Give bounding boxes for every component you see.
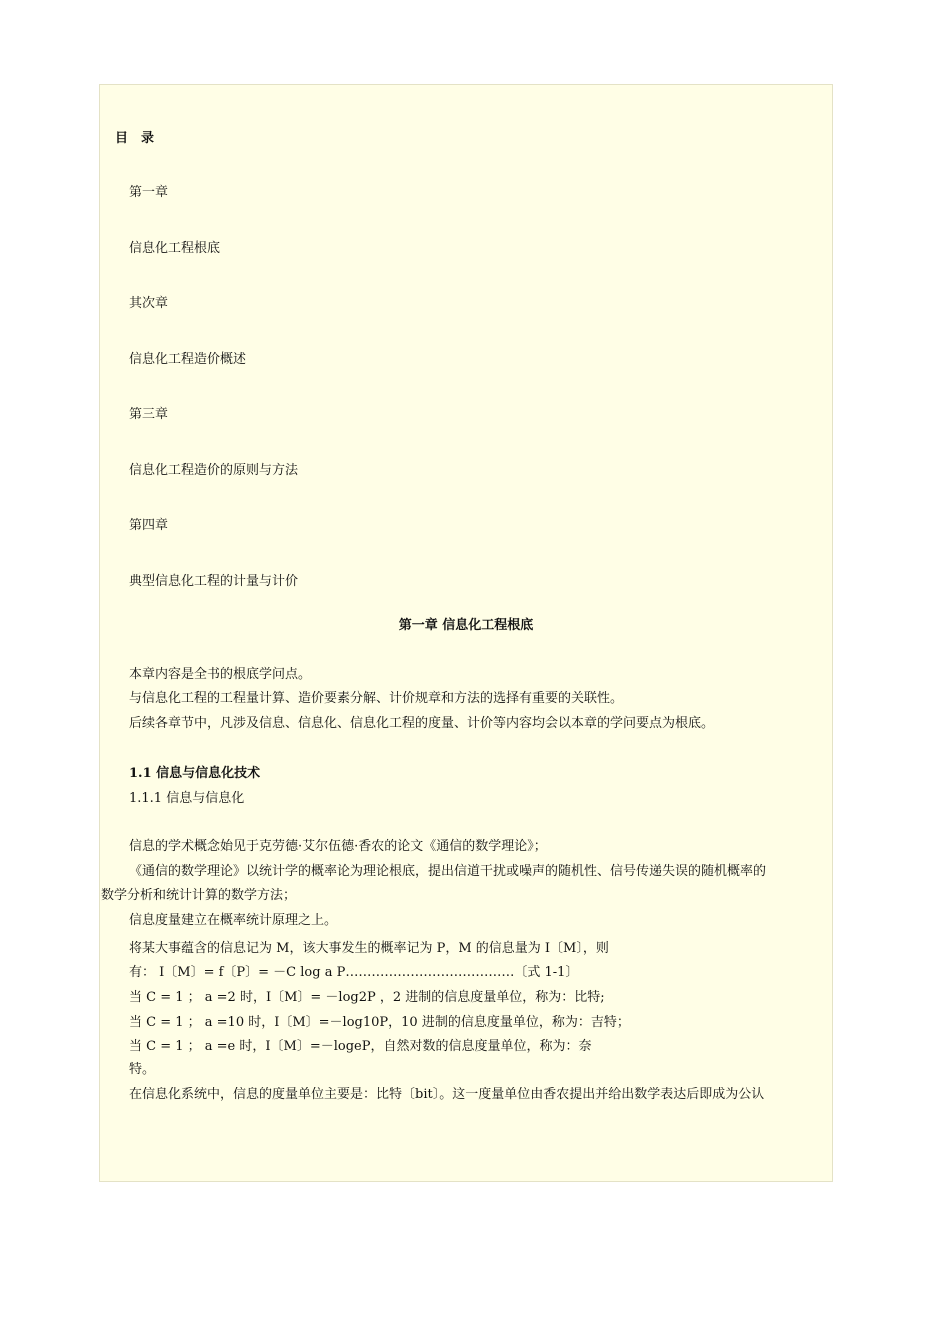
intro-line: 后续各章节中，凡涉及信息、信息化、信息化工程的度量、计价等内容均会以本章的学问要点为根底。: [129, 716, 715, 731]
toc-item: 典型信息化工程的计量与计价: [129, 574, 299, 589]
intro-line: 本章内容是全书的根底学问点。: [129, 667, 312, 682]
body-line: 当 C = 1 ； a =e 时，I〔M〕=－logeP，自然对数的信息度量单位，称为：奈: [129, 1039, 592, 1054]
body-line: 在信息化系统中，信息的度量单位主要是：比特〔bit〕。这一度量单位由香农提出并给出数学表达后即成为公认: [129, 1087, 765, 1102]
subsection-title: 1.1.1 信息与信息化: [129, 791, 245, 806]
toc-item: 第一章: [129, 185, 169, 200]
body-line: 将某大事蕴含的信息记为 M，该大事发生的概率记为 P，M 的信息量为 I〔M〕，则: [129, 941, 609, 956]
body-line: 信息度量建立在概率统计原理之上。: [129, 913, 338, 928]
toc-item: 信息化工程造价概述: [129, 352, 247, 367]
toc-title: 目 录: [115, 131, 155, 146]
body-line: 特。: [129, 1062, 156, 1077]
body-line: 当 C = 1 ； a =10 时，I〔M〕=－log10P，10 进制的信息度量单位，称为：吉特；: [129, 1015, 630, 1030]
intro-line: 与信息化工程的工程量计算、造价要素分解、计价规章和方法的选择有重要的关联性。: [129, 691, 624, 706]
toc-item: 信息化工程根底: [129, 241, 221, 256]
body-line: 当 C = 1 ； a =2 时，I〔M〕= －log2P ，2 进制的信息度量单位，称为：比特;: [129, 990, 605, 1005]
toc-item: 第三章: [129, 407, 169, 422]
body-line: 数学分析和统计计算的数学方法；: [101, 888, 297, 903]
toc-item: 其次章: [129, 296, 169, 311]
chapter-heading: 第一章 信息化工程根底: [398, 618, 534, 633]
formula-line: 有： I〔M〕= f〔P〕= －C log a P…………………………………〔式 1-1〕: [129, 965, 579, 980]
toc-item: 第四章: [129, 518, 169, 533]
toc-item: 信息化工程造价的原则与方法: [129, 463, 299, 478]
body-line: 《通信的数学理论》以统计学的概率论为理论根底，提出信道干扰或噪声的随机性、信号传递失误的随机概率的: [129, 864, 767, 879]
section-title: 1.1 信息与信息化技术: [129, 766, 261, 781]
body-line: 信息的学术概念始见于克劳德·艾尔伍德·香农的论文《通信的数学理论》；: [129, 839, 547, 854]
